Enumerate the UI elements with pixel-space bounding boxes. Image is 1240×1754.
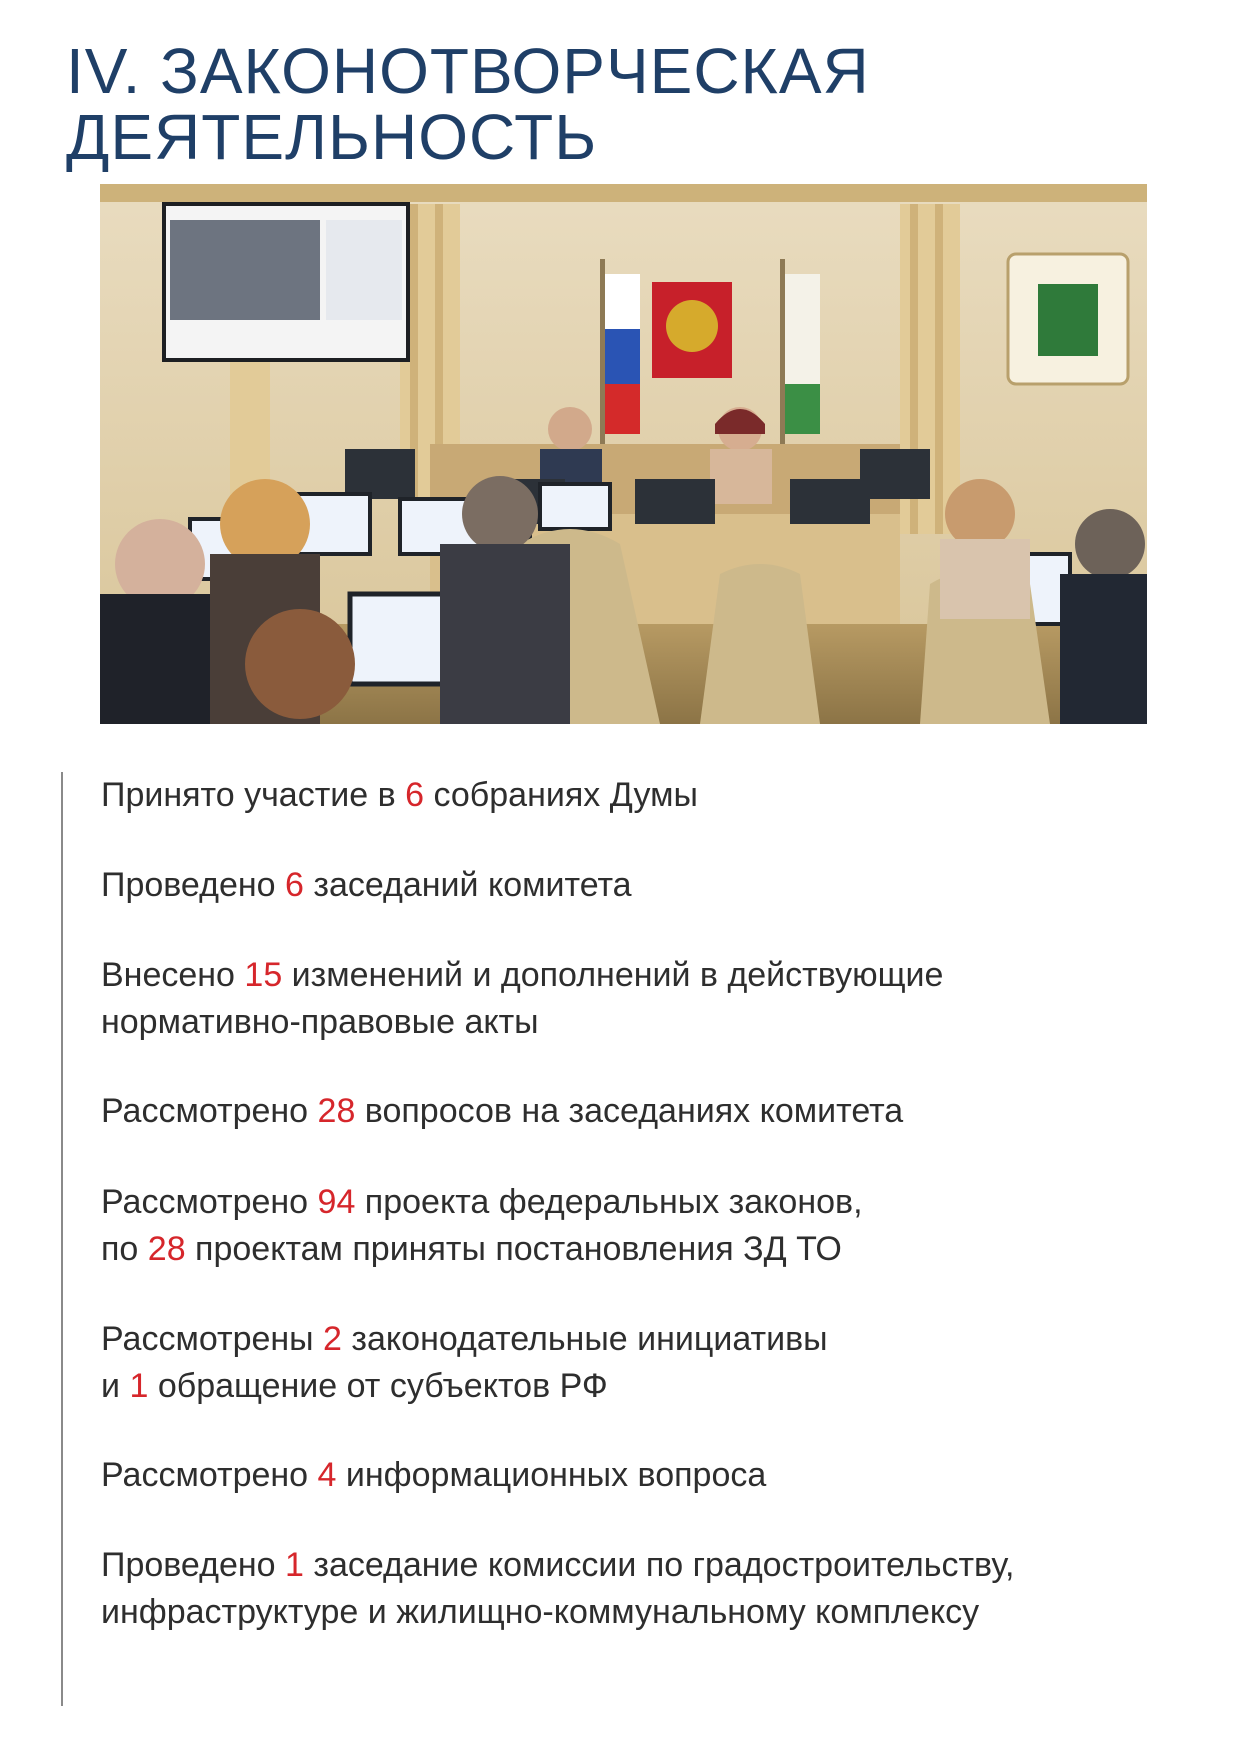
fact-line: Рассмотрены 2 законодательные инициативы — [101, 1320, 828, 1358]
fact-line: Принято участие в 6 собраниях Думы — [101, 776, 698, 814]
fact-line: и 1 обращение от субъектов РФ — [101, 1367, 608, 1405]
fact-number: 15 — [244, 956, 283, 994]
fact-line: Проведено 1 заседание комиссии по градостроительству, — [101, 1546, 1015, 1584]
title-line-1: IV. ЗАКОНОТВОРЧЕСКАЯ — [66, 35, 870, 107]
fact-number: 94 — [317, 1183, 356, 1221]
fact-line: Рассмотрено 94 проекта федеральных законов, — [101, 1183, 863, 1221]
meeting-hall-illustration — [100, 184, 1147, 724]
fact-number: 1 — [284, 1546, 304, 1584]
fact-item — [101, 952, 943, 1046]
fact-line: Проведено 6 заседаний комитета — [101, 866, 632, 904]
fact-number: 28 — [147, 1230, 186, 1268]
title-line-2: ДЕЯТЕЛЬНОСТЬ — [66, 101, 598, 173]
fact-number: 1 — [129, 1367, 149, 1405]
fact-number: 28 — [317, 1092, 356, 1130]
fact-line: Внесено 15 изменений и дополнений в действующие — [101, 956, 944, 994]
vertical-divider — [61, 772, 63, 1706]
fact-line: нормативно-правовые акты — [101, 1003, 539, 1041]
fact-number: 4 — [317, 1456, 337, 1494]
fact-item — [101, 772, 698, 819]
fact-number: 2 — [323, 1320, 342, 1358]
fact-number: 6 — [284, 866, 304, 904]
fact-line: по 28 проектам приняты постановления ЗД ТО — [101, 1230, 842, 1268]
fact-line: инфраструктуре и жилищно-коммунальному комплексу — [101, 1593, 980, 1631]
fact-number: 6 — [405, 776, 425, 814]
fact-item — [101, 1452, 766, 1499]
fact-line: Рассмотрено 28 вопросов на заседаниях комитета — [101, 1092, 904, 1130]
fact-item — [101, 1316, 828, 1410]
meeting-hall-photo — [100, 184, 1147, 724]
fact-item — [101, 862, 632, 909]
fact-item — [101, 1179, 863, 1273]
fact-item — [101, 1088, 903, 1135]
fact-item — [101, 1542, 1014, 1636]
fact-line: Рассмотрено 4 информационных вопроса — [101, 1456, 767, 1494]
page-title — [66, 35, 870, 173]
